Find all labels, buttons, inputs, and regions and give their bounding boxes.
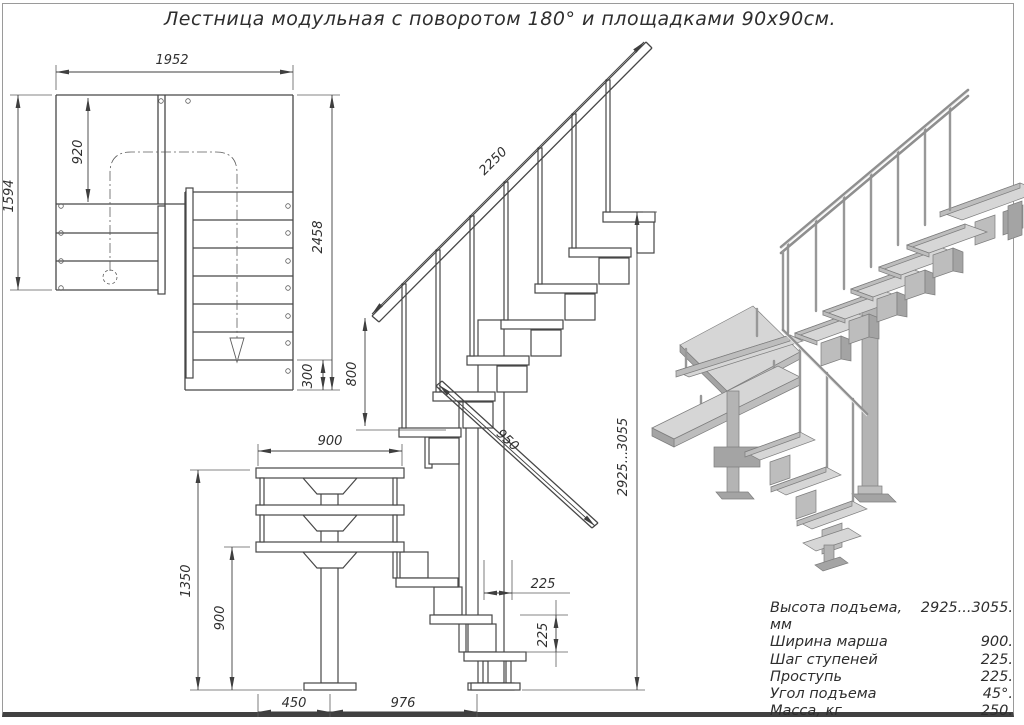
walk-direction-arrow [230, 338, 244, 362]
column-symbol [103, 270, 117, 284]
dim-left-height: 1350 [179, 564, 194, 598]
spec-value: 45°. [982, 686, 1013, 703]
dim-handrail-upper: 2250 [476, 144, 511, 179]
spec-row-angle [770, 686, 1013, 703]
dim-step-rise: 225 [536, 622, 551, 648]
spec-value: 225. [980, 668, 1013, 685]
landing-slab [256, 468, 404, 478]
dim-landing-depth: 920 [71, 139, 86, 165]
dim-base-left: 450 [281, 696, 307, 711]
spec-table [770, 600, 1013, 720]
iso-view [652, 90, 1024, 571]
dim-landing-width: 900 [317, 434, 343, 449]
dim-plan-width: 1952 [155, 53, 189, 68]
elevation-view [179, 42, 657, 717]
spec-label: Шаг ступеней [770, 651, 878, 668]
iso-upper-handrail [781, 90, 968, 253]
dim-total-height: 2925...3055 [616, 417, 631, 497]
spec-value: 250. [980, 703, 1013, 720]
dim-column-height: 900 [213, 605, 228, 631]
spec-value: 2925...3055. [920, 600, 1013, 616]
dim-handrail-lower: 950 [493, 426, 522, 455]
spec-label: Высота подъема, мм [770, 600, 903, 634]
spec-value: 900. [980, 634, 1013, 651]
dim-rail-height: 800 [345, 361, 360, 387]
dim-base-right: 976 [390, 696, 416, 711]
spec-label: Ширина марша [770, 634, 888, 651]
plan-view [2, 53, 340, 390]
spec-row-tread [770, 669, 1013, 686]
spec-value: 225. [980, 651, 1013, 668]
walk-line [103, 152, 244, 362]
dim-plan-height-left: 1594 [2, 179, 17, 213]
spec-label: Проступь [770, 668, 843, 685]
dim-bottom-tread: 300 [301, 363, 316, 389]
spec-row-march-width [770, 634, 1013, 651]
spec-label: Угол подъема [770, 686, 877, 703]
spec-row-mass [770, 703, 1013, 720]
dim-plan-height-right: 2458 [311, 220, 326, 254]
dim-tread-depth: 225 [530, 577, 556, 592]
drawing-title: Лестница модульная с поворотом 180° и площадками 90х90см. [163, 8, 836, 30]
spec-label: Масса, кг [770, 703, 842, 720]
spec-row-step-pitch [770, 652, 1013, 669]
top-platform [603, 212, 655, 222]
spec-row-height [770, 600, 1013, 634]
